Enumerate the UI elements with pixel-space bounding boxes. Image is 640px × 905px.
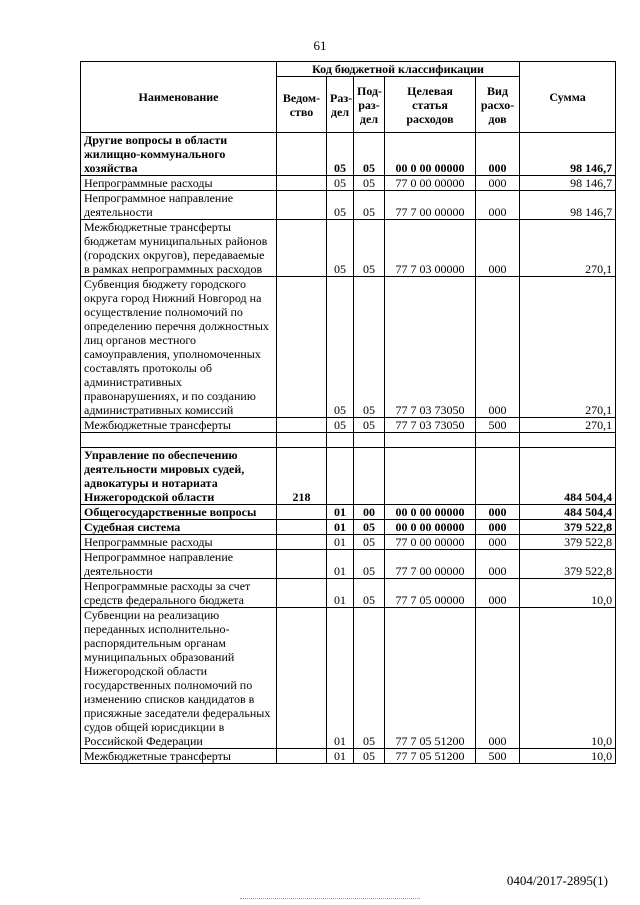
row-podrazdel: 05 <box>354 191 385 220</box>
spacer-row <box>81 433 616 448</box>
row-vid: 000 <box>476 550 520 579</box>
row-podrazdel: 05 <box>354 608 385 749</box>
row-target: 77 7 00 00000 <box>385 191 476 220</box>
row-podrazdel: 05 <box>354 550 385 579</box>
row-sum: 270,1 <box>520 418 616 433</box>
budget-table <box>80 61 616 764</box>
row-name: Непрограммные расходы <box>81 535 277 550</box>
row-sum: 10,0 <box>520 749 616 764</box>
row-target: 77 7 05 00000 <box>385 579 476 608</box>
row-target: 77 7 05 51200 <box>385 608 476 749</box>
row-name: Непрограммные расходы за счет средств федерального бюджета <box>81 579 277 608</box>
row-target: 77 7 03 00000 <box>385 220 476 277</box>
row-razdel <box>327 448 354 505</box>
row-podrazdel: 00 <box>354 505 385 520</box>
row-sum: 98 146,7 <box>520 133 616 176</box>
row-name: Судебная система <box>81 520 277 535</box>
table-row <box>81 133 616 176</box>
row-name: Управление по обеспечению деятельности мировых судей, адвокатуры и нотариата Нижегородской области <box>81 448 277 505</box>
row-razdel: 01 <box>327 749 354 764</box>
row-target: 77 7 00 00000 <box>385 550 476 579</box>
table-body <box>81 133 616 764</box>
budget-table-container <box>80 61 615 764</box>
row-target: 77 7 03 73050 <box>385 277 476 418</box>
row-razdel: 01 <box>327 550 354 579</box>
row-vid: 000 <box>476 520 520 535</box>
row-vedomstvo: 218 <box>277 448 327 505</box>
empty-cell <box>81 433 277 448</box>
row-razdel: 05 <box>327 133 354 176</box>
row-vid: 000 <box>476 133 520 176</box>
row-vedomstvo <box>277 176 327 191</box>
row-sum: 270,1 <box>520 277 616 418</box>
row-name: Межбюджетные трансферты <box>81 418 277 433</box>
row-vedomstvo <box>277 191 327 220</box>
row-vedomstvo <box>277 133 327 176</box>
row-razdel: 05 <box>327 220 354 277</box>
header-name: Наименование <box>81 62 277 133</box>
empty-cell <box>520 433 616 448</box>
row-vedomstvo <box>277 277 327 418</box>
row-razdel: 01 <box>327 520 354 535</box>
row-sum: 379 522,8 <box>520 550 616 579</box>
row-razdel: 05 <box>327 176 354 191</box>
row-vedomstvo <box>277 505 327 520</box>
row-target: 77 7 05 51200 <box>385 749 476 764</box>
row-vedomstvo <box>277 550 327 579</box>
row-name: Непрограммное направление деятельности <box>81 550 277 579</box>
table-row <box>81 505 616 520</box>
row-name: Непрограммное направление деятельности <box>81 191 277 220</box>
document-code: 0404/2017-2895(1) <box>506 873 608 888</box>
table-row <box>81 418 616 433</box>
header-podrazdel: Под-раз-дел <box>354 77 385 133</box>
row-name: Субвенция бюджету городского округа город Нижний Новгород на осуществление полномочий по определению перечня должностных лиц органов местного самоуправления, уполномоченных составлять протоколы об административных правонарушениях, и по созданию административных комиссий <box>81 277 277 418</box>
row-name: Межбюджетные трансферты бюджетам муниципальных районов (городских округов), передаваемые в рамках непрограммных расходов <box>81 220 277 277</box>
row-podrazdel: 05 <box>354 220 385 277</box>
table-row <box>81 535 616 550</box>
row-podrazdel: 05 <box>354 176 385 191</box>
row-razdel: 05 <box>327 191 354 220</box>
row-vid: 500 <box>476 418 520 433</box>
table-row <box>81 191 616 220</box>
row-vedomstvo <box>277 418 327 433</box>
row-vid: 000 <box>476 579 520 608</box>
table-row <box>81 277 616 418</box>
row-name: Другие вопросы в области жилищно-коммунального хозяйства <box>81 133 277 176</box>
row-vedomstvo <box>277 535 327 550</box>
table-row <box>81 220 616 277</box>
header-vid: Вид расхо-дов <box>476 77 520 133</box>
row-sum: 379 522,8 <box>520 520 616 535</box>
empty-cell <box>327 433 354 448</box>
row-podrazdel: 05 <box>354 520 385 535</box>
table-row <box>81 520 616 535</box>
row-target: 77 0 00 00000 <box>385 176 476 191</box>
header-target: Целевая статья расходов <box>385 77 476 133</box>
row-vid: 000 <box>476 277 520 418</box>
row-podrazdel: 05 <box>354 749 385 764</box>
row-vid: 000 <box>476 220 520 277</box>
row-target: 77 7 03 73050 <box>385 418 476 433</box>
row-sum: 10,0 <box>520 608 616 749</box>
row-target: 00 0 00 00000 <box>385 505 476 520</box>
row-podrazdel <box>354 448 385 505</box>
footer-divider <box>240 898 420 899</box>
row-sum: 484 504,4 <box>520 448 616 505</box>
row-podrazdel: 05 <box>354 579 385 608</box>
table-row <box>81 608 616 749</box>
row-podrazdel: 05 <box>354 535 385 550</box>
header-sum: Сумма <box>520 62 616 133</box>
table-row <box>81 176 616 191</box>
row-vedomstvo <box>277 749 327 764</box>
empty-cell <box>385 433 476 448</box>
row-vedomstvo <box>277 608 327 749</box>
row-vedomstvo <box>277 220 327 277</box>
row-sum: 379 522,8 <box>520 535 616 550</box>
row-sum: 98 146,7 <box>520 176 616 191</box>
empty-cell <box>277 433 327 448</box>
row-vid: 000 <box>476 608 520 749</box>
row-target <box>385 448 476 505</box>
table-row <box>81 448 616 505</box>
header-group: Код бюджетной классификации <box>277 62 520 77</box>
table-row <box>81 579 616 608</box>
table-header <box>81 62 616 133</box>
row-vid: 000 <box>476 191 520 220</box>
row-vedomstvo <box>277 520 327 535</box>
row-vid: 500 <box>476 749 520 764</box>
empty-cell <box>354 433 385 448</box>
header-vedomstvo: Ведом-ство <box>277 77 327 133</box>
row-name: Субвенции на реализацию переданных исполнительно-распорядительным органам муниципальных образований Нижегородской области государственных полномочий по изменению списков кандидатов в присяжные заседатели федеральных судов общей юрисдикции в Российской Федерации <box>81 608 277 749</box>
row-razdel: 01 <box>327 505 354 520</box>
row-name: Межбюджетные трансферты <box>81 749 277 764</box>
row-razdel: 01 <box>327 535 354 550</box>
row-vid <box>476 448 520 505</box>
row-sum: 484 504,4 <box>520 505 616 520</box>
row-vedomstvo <box>277 579 327 608</box>
row-name: Непрограммные расходы <box>81 176 277 191</box>
row-razdel: 05 <box>327 277 354 418</box>
row-vid: 000 <box>476 535 520 550</box>
table-row <box>81 550 616 579</box>
row-target: 00 0 00 00000 <box>385 133 476 176</box>
row-podrazdel: 05 <box>354 418 385 433</box>
row-razdel: 05 <box>327 418 354 433</box>
row-target: 00 0 00 00000 <box>385 520 476 535</box>
header-razdel: Раз-дел <box>327 77 354 133</box>
row-podrazdel: 05 <box>354 133 385 176</box>
row-name: Общегосударственные вопросы <box>81 505 277 520</box>
row-razdel: 01 <box>327 579 354 608</box>
row-razdel: 01 <box>327 608 354 749</box>
row-vid: 000 <box>476 176 520 191</box>
row-sum: 270,1 <box>520 220 616 277</box>
row-target: 77 0 00 00000 <box>385 535 476 550</box>
table-row <box>81 749 616 764</box>
empty-cell <box>476 433 520 448</box>
row-sum: 10,0 <box>520 579 616 608</box>
page-number: 61 <box>313 38 327 53</box>
row-sum: 98 146,7 <box>520 191 616 220</box>
row-podrazdel: 05 <box>354 277 385 418</box>
row-vid: 000 <box>476 505 520 520</box>
